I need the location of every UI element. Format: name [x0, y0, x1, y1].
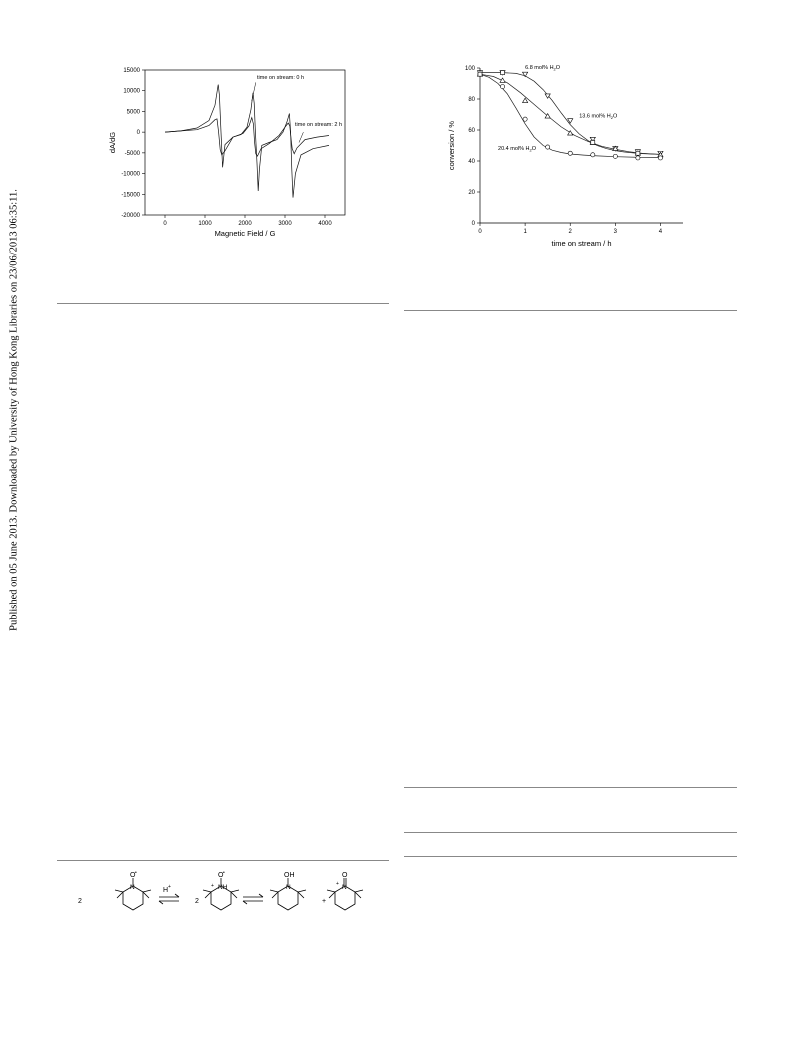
- m1-radical-dot: •: [135, 870, 137, 876]
- series-label-sub: 2: [529, 147, 532, 153]
- fit-curve-1: [480, 74, 660, 154]
- y-tick-label: 10000: [123, 88, 140, 95]
- plot-frame: [145, 70, 345, 215]
- series-label-1: [579, 114, 618, 121]
- m3-hydroxyl: OH: [284, 872, 295, 879]
- x-tick-label: 4000: [318, 221, 332, 227]
- y-tick-label: 15000: [123, 68, 140, 74]
- series-label-main: 6.8 mol% H: [525, 64, 554, 71]
- x-tick-label: 4: [658, 229, 663, 235]
- x-tick-label: 3: [613, 229, 618, 235]
- m4-charge: +: [336, 881, 339, 887]
- acid-superscript: +: [168, 884, 171, 890]
- series-label-tail: O: [531, 146, 537, 153]
- y-tick-label: 0: [471, 221, 475, 227]
- right-rule-3: [404, 832, 737, 833]
- data-point: [500, 78, 505, 82]
- data-point: [501, 71, 505, 75]
- y-tick-label: 5000: [126, 109, 140, 116]
- m4-nitrogen: N: [342, 884, 347, 891]
- marker-group-triangle-down: [477, 71, 663, 156]
- x-tick-label: 1000: [198, 221, 212, 227]
- data-point: [546, 145, 550, 149]
- marker-group-triangle-up: [477, 72, 663, 157]
- download-notice-text: Published on 05 June 2013. Downloaded by University of Hong Kong Libraries on 23/06/2013 06:35:11.: [8, 189, 20, 631]
- data-point: [523, 117, 527, 121]
- data-point: [591, 153, 595, 157]
- series-label-sub: 2: [553, 66, 556, 72]
- data-point: [500, 85, 504, 89]
- y-tick-label: 0: [136, 130, 140, 137]
- oxoammonium-structure: [327, 878, 363, 910]
- plus-sign: +: [322, 898, 327, 905]
- conversion-figure: [440, 60, 675, 255]
- y-tick-label: 60: [468, 128, 475, 134]
- y-tick-label: -10000: [121, 171, 140, 178]
- m1-nitrogen: N: [130, 884, 135, 891]
- m1-oxygen: O: [130, 872, 136, 879]
- fit-curve-2: [480, 74, 660, 157]
- m2-oxygen: O: [218, 872, 224, 879]
- epr-spectrum-figure: [105, 62, 355, 247]
- series-label-tail: O: [555, 64, 561, 71]
- series-label-0: [525, 65, 561, 72]
- data-point: [591, 140, 595, 144]
- m4-oxygen: O: [342, 872, 348, 879]
- y-tick-label: 80: [468, 97, 475, 103]
- conversion-chart: [440, 60, 675, 255]
- annotation-2h: time on stream: 2 h: [295, 121, 343, 128]
- m2-charge: +: [211, 883, 214, 889]
- left-rule-1: [57, 303, 389, 304]
- y-axis-label: dA/dG: [108, 131, 117, 154]
- coefficient-mid: 2: [195, 898, 199, 905]
- x-tick-label: 0: [163, 221, 167, 227]
- series-label-2: [498, 146, 537, 153]
- fit-curve-0: [480, 73, 660, 155]
- series-label-sub: 2: [610, 115, 613, 121]
- data-point: [658, 156, 662, 160]
- epr-spectrum-chart: [105, 62, 355, 247]
- x-tick-label: 0: [478, 229, 482, 235]
- series-label-main: 13.6 mol% H: [579, 113, 611, 120]
- m2-nitrogen: NH: [218, 884, 228, 891]
- data-point: [636, 156, 640, 160]
- left-rule-2: [57, 860, 389, 861]
- series-label-tail: O: [612, 113, 618, 120]
- spectrum-line-0: [165, 85, 329, 198]
- y-axis-label: conversion / %: [447, 120, 456, 171]
- data-point: [636, 151, 640, 155]
- download-notice: [3, 185, 25, 635]
- x-tick-label: 2000: [238, 221, 252, 227]
- hydroxylamine-structure: [270, 878, 306, 910]
- x-tick-label: 1: [523, 229, 527, 235]
- coefficient-left: 2: [78, 898, 82, 905]
- y-tick-label: -15000: [121, 192, 140, 199]
- annotation-2h-leader: [299, 132, 303, 142]
- x-tick-label: 2: [568, 229, 572, 235]
- data-point: [478, 72, 482, 76]
- data-point: [613, 154, 617, 158]
- y-tick-label: 100: [464, 66, 475, 72]
- y-tick-label: 40: [468, 159, 475, 165]
- annotation-0h: time on stream: 0 h: [257, 75, 305, 82]
- series-label-main: 20.4 mol% H: [498, 146, 530, 153]
- x-axis-label: time on stream / h: [551, 239, 612, 248]
- data-point: [568, 151, 572, 155]
- x-axis-label: Magnetic Field / G: [214, 229, 276, 238]
- right-rule-4: [404, 856, 737, 857]
- tempo-disproportionation-scheme: [75, 870, 375, 932]
- data-point: [523, 98, 528, 102]
- equilibrium-arrow-2: [243, 894, 263, 904]
- y-tick-label: -20000: [121, 213, 140, 219]
- protonated-tempo-structure: [203, 878, 239, 910]
- tempo-radical-structure: [115, 878, 151, 910]
- x-tick-label: 3000: [278, 221, 292, 227]
- equilibrium-arrow-1: [159, 894, 179, 904]
- acid-label: H: [163, 887, 169, 894]
- right-rule-1: [404, 310, 737, 311]
- data-point: [523, 72, 528, 76]
- m2-radical-dot: •: [223, 870, 225, 876]
- m3-nitrogen: N: [286, 884, 291, 891]
- y-tick-label: 20: [468, 190, 475, 196]
- y-tick-label: -5000: [124, 150, 140, 157]
- right-rule-2: [404, 787, 737, 788]
